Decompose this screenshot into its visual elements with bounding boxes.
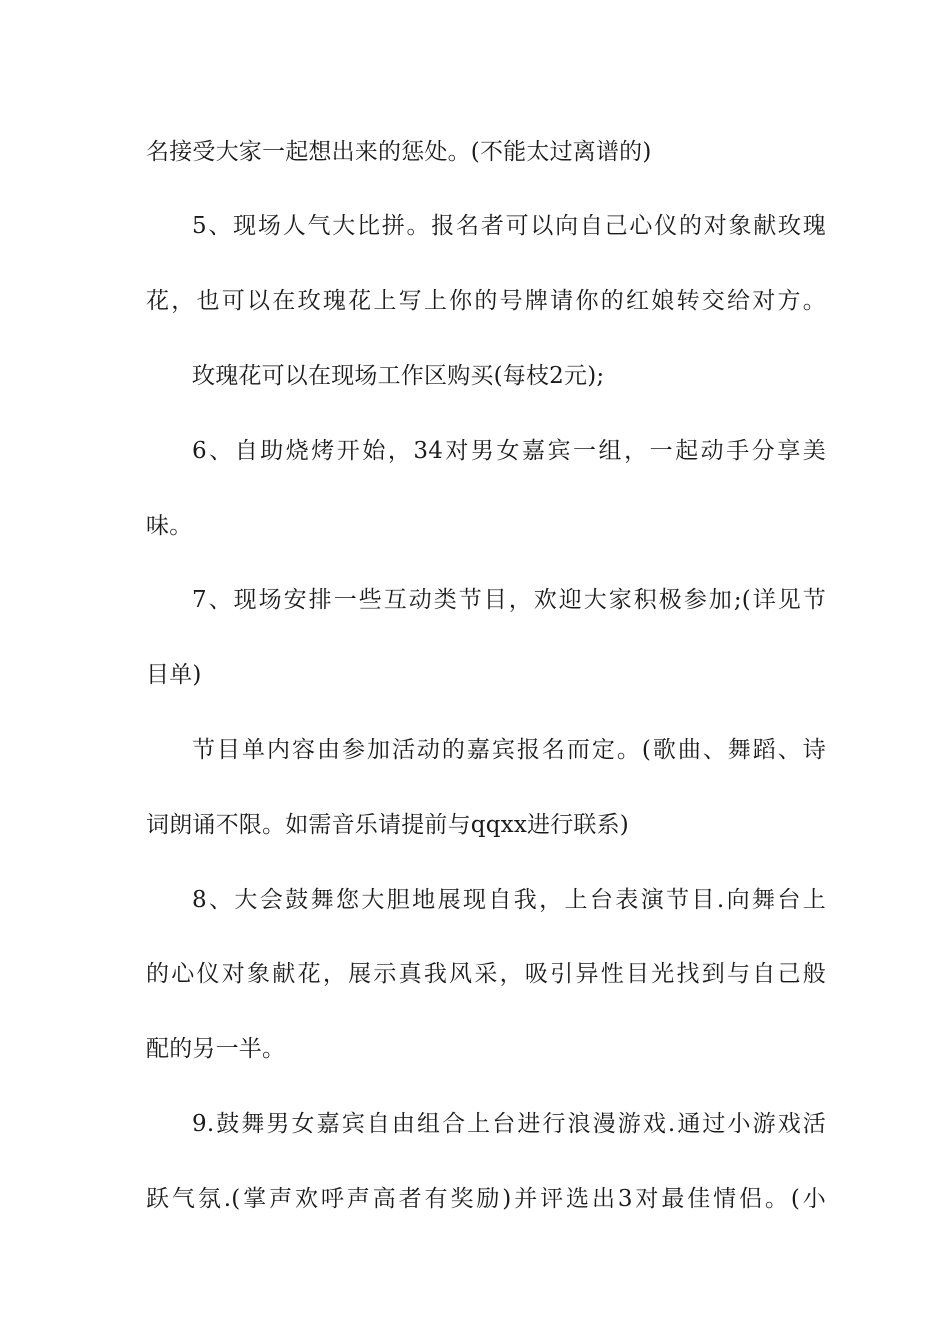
text-line: 配的另一半。 xyxy=(146,1036,286,1062)
text-line: 味。 xyxy=(146,513,193,539)
text-line: 8、大会鼓舞您大胆地展现自我，上台表演节目.向舞台上 xyxy=(192,887,826,913)
text-line: 跃气氛.(掌声欢呼声高者有奖励)并评选出3对最佳情侣。(小 xyxy=(146,1186,826,1212)
text-line: 节目单内容由参加活动的嘉宾报名而定。(歌曲、舞蹈、诗 xyxy=(192,737,826,763)
text-line: 目单) xyxy=(146,662,202,688)
text-line: 7、现场安排一些互动类节目，欢迎大家积极参加;(详见节 xyxy=(192,587,826,613)
text-line: 5、现场人气大比拼。报名者可以向自己心仪的对象献玫瑰 xyxy=(192,213,826,239)
text-line: 花，也可以在玫瑰花上写上你的号牌请你的红娘转交给对方。 xyxy=(146,288,826,314)
text-line: 玫瑰花可以在现场工作区购买(每枝2元); xyxy=(192,363,605,389)
text-line: 名接受大家一起想出来的惩处。(不能太过离谱的) xyxy=(146,139,652,165)
text-line: 9.鼓舞男女嘉宾自由组合上台进行浪漫游戏.通过小游戏活 xyxy=(192,1111,826,1137)
text-line: 6、自助烧烤开始，34对男女嘉宾一组，一起动手分享美 xyxy=(192,438,826,464)
text-line: 的心仪对象献花，展示真我风采，吸引异性目光找到与自己般 xyxy=(146,961,826,987)
text-line: 词朗诵不限。如需音乐请提前与qqxx进行联系) xyxy=(146,812,629,838)
